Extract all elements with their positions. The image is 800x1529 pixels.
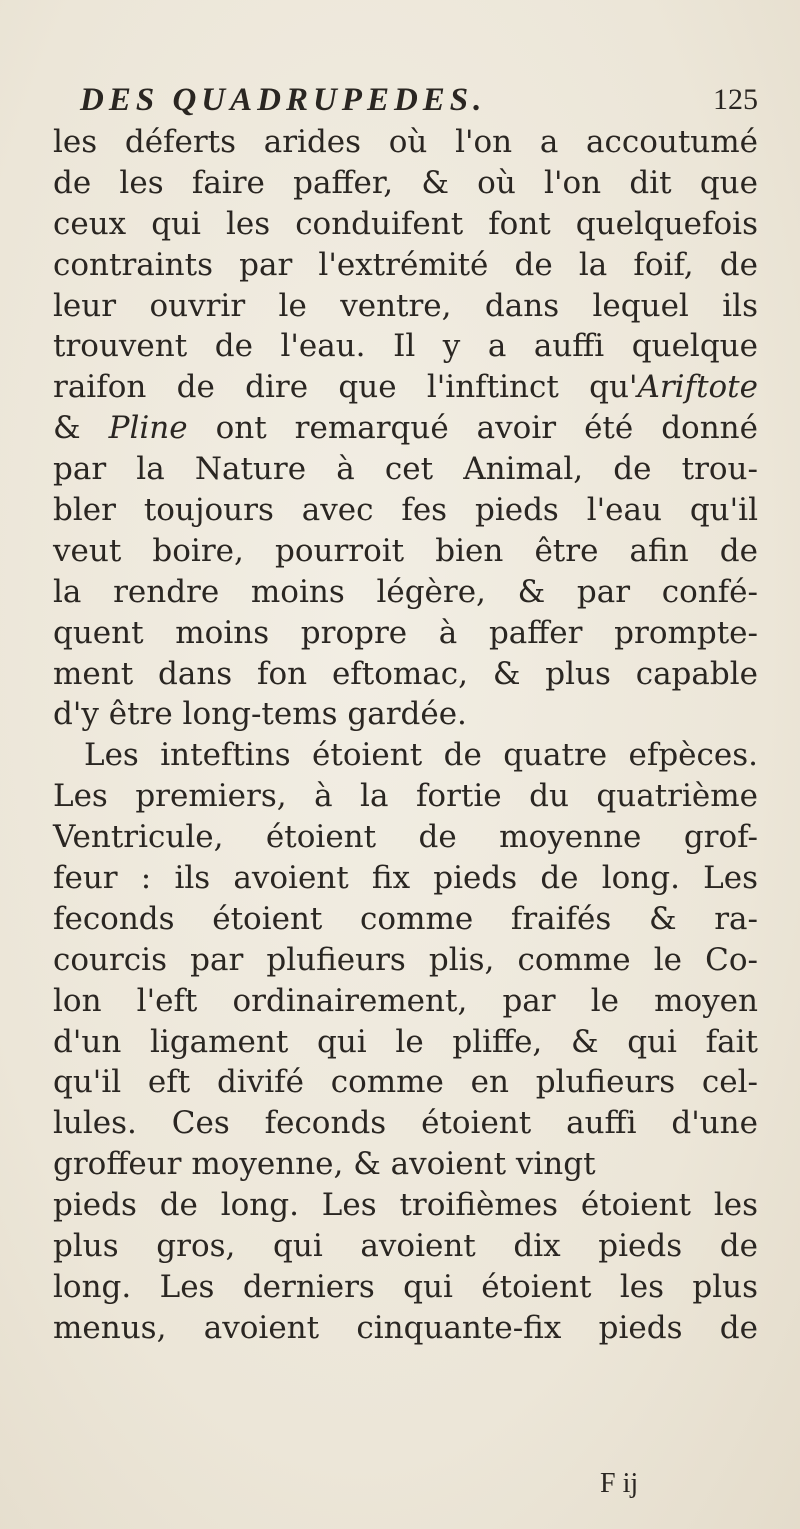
text-line: raifon de dire que l'inftinct qu'Ariftote xyxy=(53,369,758,406)
running-title: DES QUADRUPEDES. xyxy=(80,82,487,118)
author-name-aristotle: Ariftote xyxy=(637,369,758,406)
text-line: qu'il eft divifé comme en plufieurs cel- xyxy=(53,1064,758,1101)
text-line: par la Nature à cet Animal, de trou- xyxy=(53,451,758,488)
text-line: & Pline ont remarqué avoir été donné xyxy=(53,410,758,447)
text-line: long. Les derniers qui étoient les plus xyxy=(53,1268,758,1305)
text-line: groffeur moyenne, & avoient vingt xyxy=(53,1146,596,1183)
body-text xyxy=(40,122,758,1349)
text-line: ceux qui les conduifent font quelquefois xyxy=(53,205,758,242)
text-line: quent moins propre à paffer prompte- xyxy=(53,614,758,651)
text-line: la rendre moins légère, & par confé- xyxy=(53,573,758,610)
text-line: bler toujours avec fes pieds l'eau qu'il xyxy=(53,492,758,529)
paragraph-first-line: Les inteftins étoient de quatre efpèces. xyxy=(84,737,758,774)
text-line: plus gros, qui avoient dix pieds de xyxy=(53,1228,758,1265)
text-line: trouvent de l'eau. Il y a auffi quelque xyxy=(53,328,758,365)
text-line: lules. Ces feconds étoient auffi d'une xyxy=(53,1105,758,1142)
text-line: les déferts arides où l'on a accoutumé xyxy=(53,124,758,160)
text-line: courcis par plufieurs plis, comme le Co- xyxy=(53,941,758,978)
page-number: 125 xyxy=(713,83,758,116)
author-name-pliny: Pline xyxy=(108,410,188,447)
text-line: ment dans fon eftomac, & plus capable xyxy=(53,655,758,692)
text-line: feur : ils avoient fix pieds de long. Les xyxy=(53,860,758,897)
text-line: d'un ligament qui le pliffe, & qui fait xyxy=(53,1023,758,1060)
signature-mark: F ij xyxy=(600,1468,639,1499)
text-line: Les premiers, à la fortie du quatrième xyxy=(53,778,758,815)
text-line: contraints par l'extrémité de la foif, de xyxy=(53,246,758,283)
text-line: leur ouvrir le ventre, dans lequel ils xyxy=(53,287,758,324)
running-head xyxy=(40,78,758,122)
text-line: lon l'eft ordinairement, par le moyen xyxy=(53,982,758,1019)
text-line: de les faire paffer, & où l'on dit que xyxy=(53,164,758,201)
text-line: Ventricule, étoient de moyenne grof- xyxy=(53,819,758,856)
text-line: menus, avoient cinquante-fix pieds de xyxy=(53,1309,758,1346)
text-line: pieds de long. Les troifièmes étoient les xyxy=(53,1187,758,1224)
text-line: d'y être long-tems gardée. xyxy=(53,696,467,733)
text-line: veut boire, pourroit bien être afin de xyxy=(53,532,758,569)
text-line: feconds étoient comme fraifés & ra- xyxy=(53,900,758,937)
